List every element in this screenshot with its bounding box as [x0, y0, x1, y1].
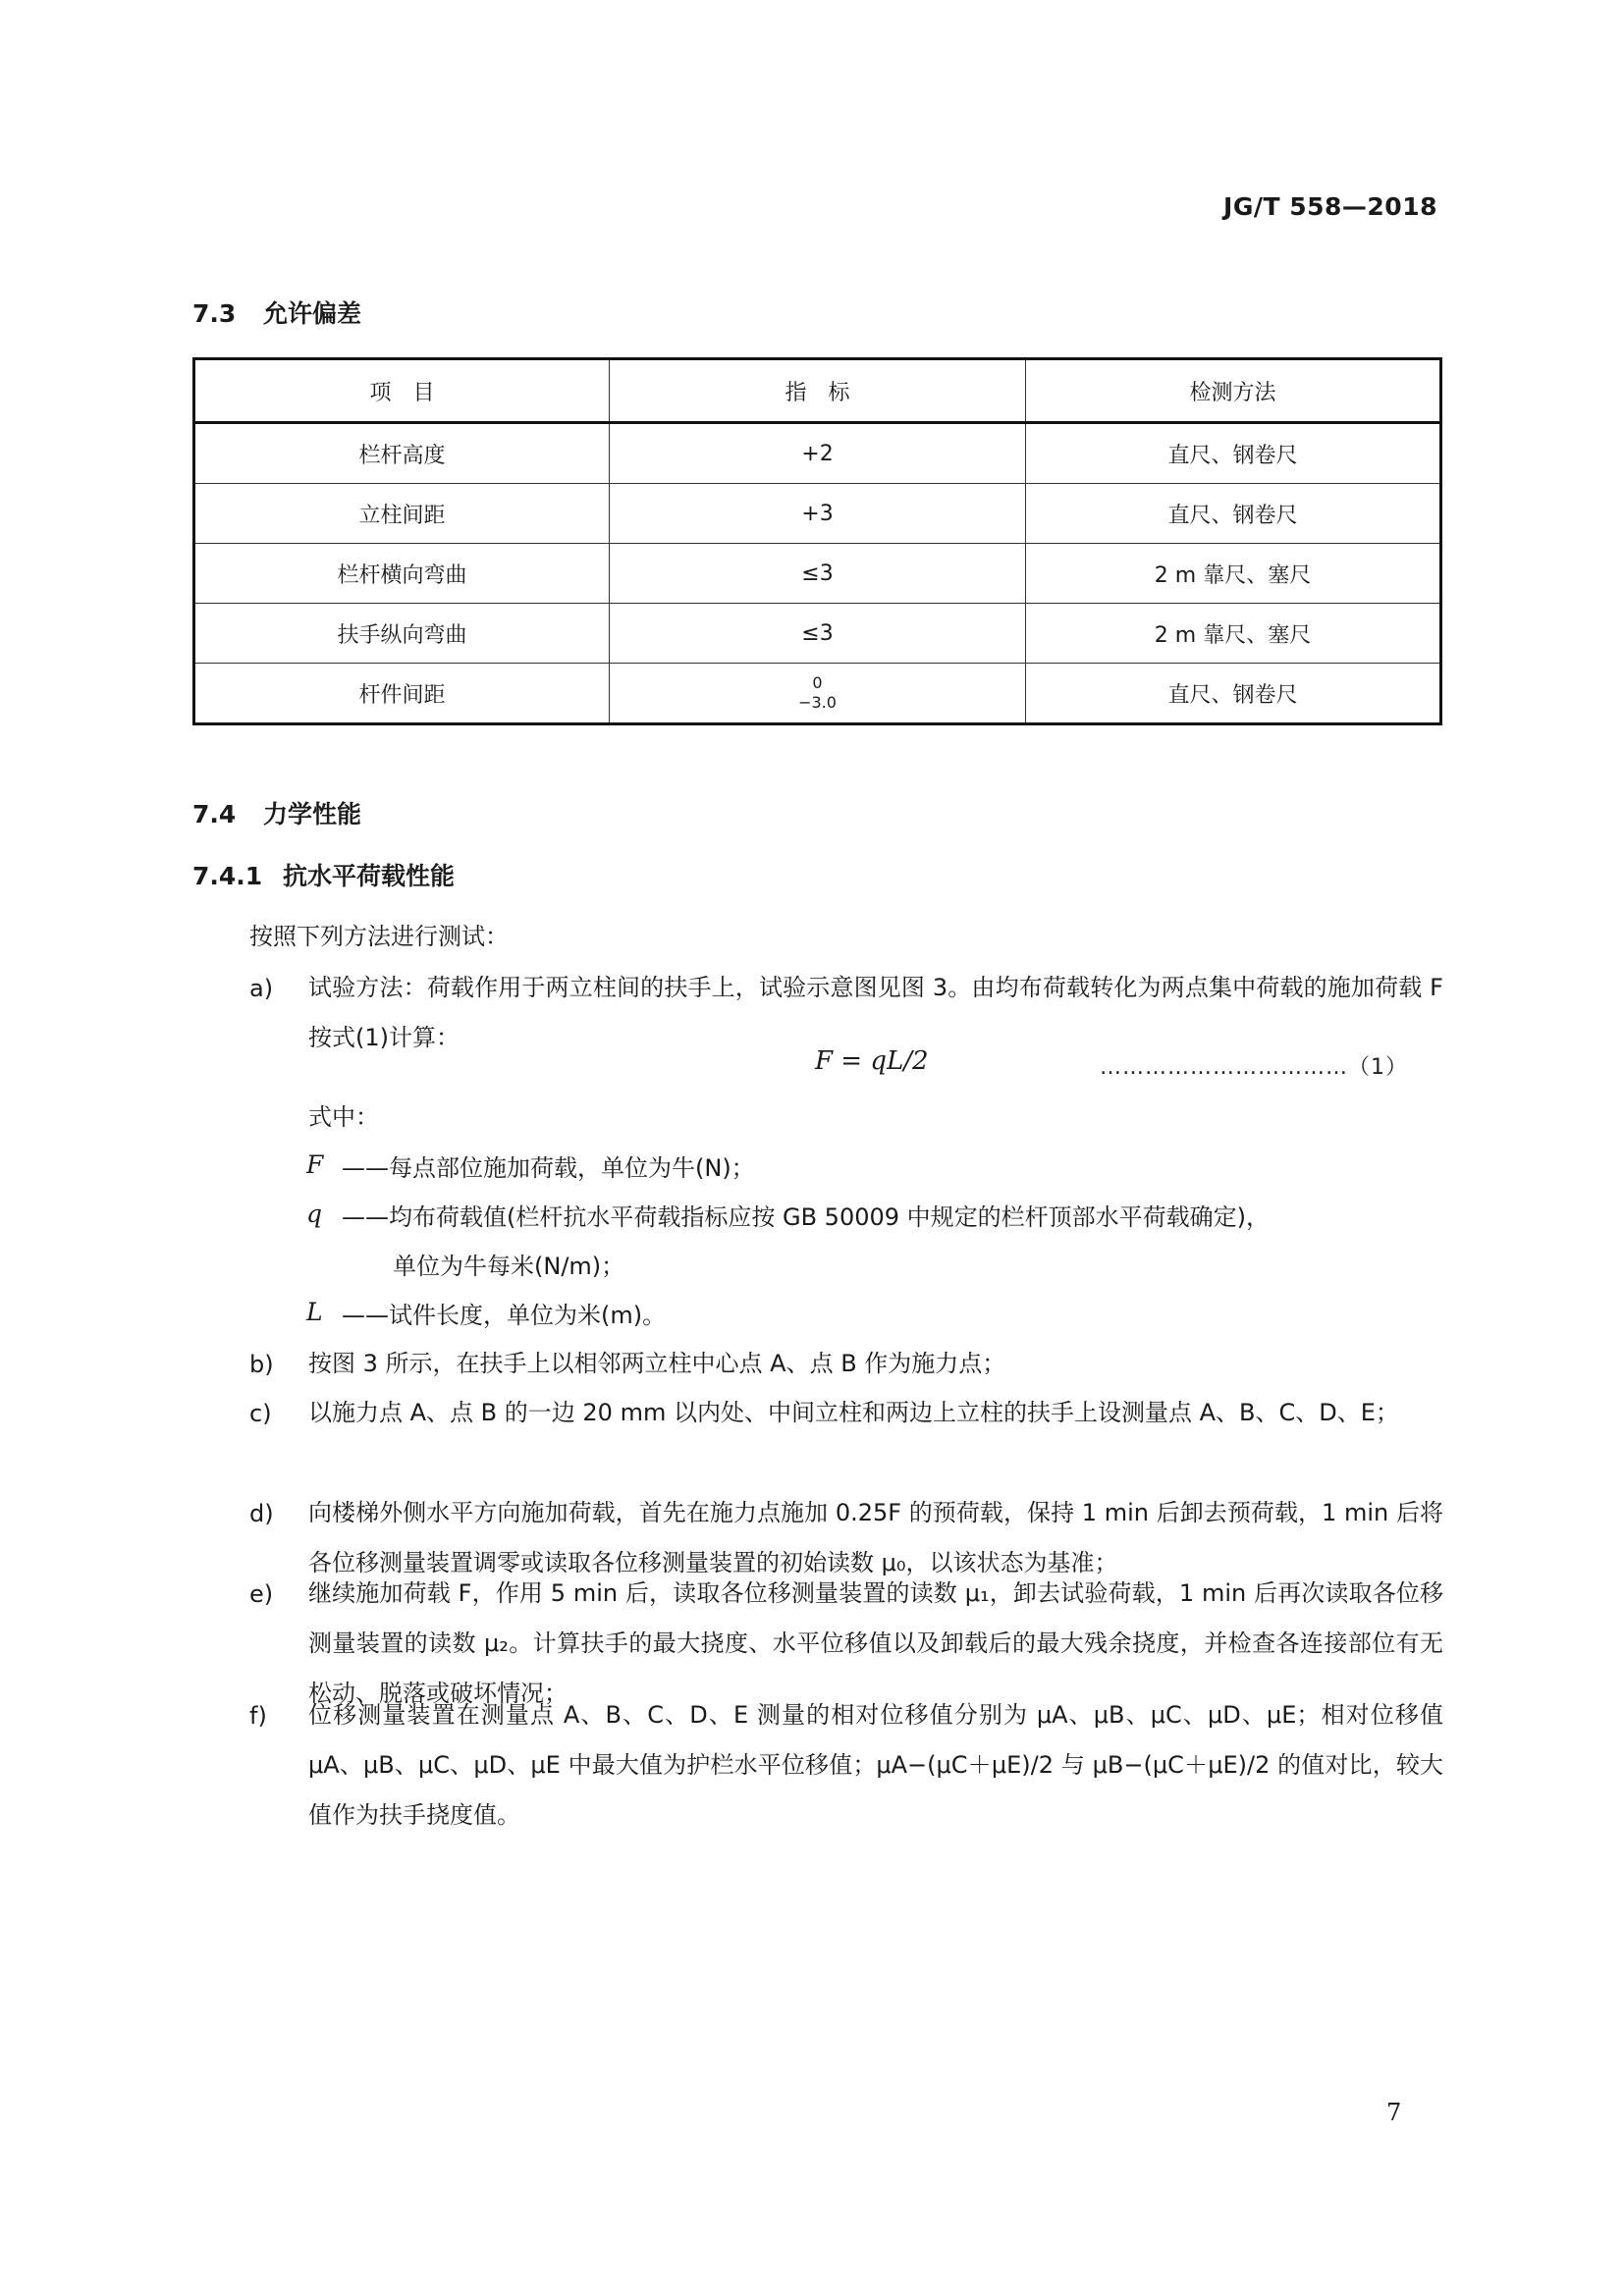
- section-number: 7.4.1: [192, 862, 263, 890]
- item-d-label: d): [249, 1500, 274, 1527]
- cell-method: 2 m 靠尺、塞尺: [1025, 604, 1440, 664]
- cell-item: 栏杆高度: [194, 423, 610, 484]
- variable-definition: ——均布荷载值(栏杆抗水平荷载指标应按 GB 50009 中规定的栏杆顶部水平荷载确定)，: [342, 1203, 1271, 1231]
- item-b-text: 按图 3 所示，在扶手上以相邻两立柱中心点 A、点 B 作为施力点；: [308, 1350, 1006, 1377]
- section-number: 7.4: [192, 800, 237, 828]
- item-f-label: f): [249, 1702, 267, 1730]
- cell-value-tolerance: [610, 664, 1026, 724]
- cell-method: 直尺、钢卷尺: [1025, 664, 1440, 724]
- section-title: 抗水平荷载性能: [283, 862, 456, 890]
- tolerance-lower: −3.0: [798, 693, 837, 712]
- table-row: [194, 544, 1441, 604]
- section-7-4-1-heading: [192, 857, 455, 892]
- variable-definition-continued: 单位为牛每米(N/m)；: [393, 1253, 625, 1280]
- cell-item: 栏杆横向弯曲: [194, 544, 610, 604]
- item-a-label: a): [249, 975, 274, 1002]
- table-row: [194, 664, 1441, 724]
- intro-text: 按照下列方法进行测试：: [249, 923, 509, 950]
- section-7-4-heading: [192, 795, 361, 830]
- cell-value: +3: [610, 484, 1026, 544]
- tolerance-table: [192, 357, 1442, 725]
- cell-method: 直尺、钢卷尺: [1025, 484, 1440, 544]
- variable-definition: ——试件长度，单位为米(m)。: [342, 1302, 667, 1329]
- section-title: 力学性能: [263, 800, 362, 828]
- item-f-text: 位移测量装置在测量点 A、B、C、D、E 测量的相对位移值分别为 μA、μB、μC、μD、μE；相对位移值 μA、μB、μC、μD、μE 中最大值为护栏水平位移值；μA−(μC＋μE)/2 与 μB−(μC＋μE)/2 的值对比，较大值作为扶手挠度值。: [308, 1701, 1443, 1829]
- header-method: 检测方法: [1025, 359, 1440, 423]
- item-b-label: b): [249, 1351, 274, 1378]
- header-value: 指 标: [610, 359, 1026, 423]
- document-code: JG/T 558—2018: [1223, 192, 1437, 221]
- section-number: 7.3: [192, 299, 237, 328]
- cell-value: +2: [610, 423, 1026, 484]
- item-c-text: 以施力点 A、点 B 的一边 20 mm 以内处、中间立柱和两边上立柱的扶手上设测量点 A、B、C、D、E；: [308, 1399, 1399, 1426]
- table-header-row: [194, 359, 1441, 423]
- variable-symbol: q: [306, 1200, 323, 1228]
- formula-number: （1）: [1348, 1055, 1408, 1080]
- item-d-text: 向楼梯外侧水平方向施加荷载，首先在施力点施加 0.25F 的预荷载，保持 1 min 后卸去预荷载，1 min 后将各位移测量装置调零或读取各位移测量装置的初始读数 μ₀，以该状态为基准；: [308, 1499, 1443, 1576]
- variable-definition: ——每点部位施加荷载，单位为牛(N)；: [342, 1154, 755, 1182]
- cell-value: ≤3: [610, 604, 1026, 664]
- cell-value: ≤3: [610, 544, 1026, 604]
- variable-symbol: F: [306, 1150, 324, 1179]
- table-row: [194, 604, 1441, 664]
- table-row: [194, 484, 1441, 544]
- item-a-text: 试验方法：荷载作用于两立柱间的扶手上，试验示意图见图 3。由均布荷载转化为两点集中荷载的施加荷载 F 按式(1)计算：: [308, 974, 1443, 1051]
- item-e-label: e): [249, 1580, 274, 1608]
- formula-expression: F = qL/2: [815, 1046, 929, 1076]
- page-number: 7: [1386, 2099, 1402, 2126]
- cell-method: 直尺、钢卷尺: [1025, 423, 1440, 484]
- cell-item: 杆件间距: [194, 664, 610, 724]
- header-item: 项 目: [194, 359, 610, 423]
- cell-item: 扶手纵向弯曲: [194, 604, 610, 664]
- section-7-3-heading: [192, 294, 361, 330]
- item-c-label: c): [249, 1400, 272, 1427]
- section-title: 允许偏差: [263, 299, 362, 328]
- variable-symbol: L: [306, 1298, 323, 1326]
- table-row: [194, 423, 1441, 484]
- tolerance-upper: 0: [812, 673, 823, 692]
- cell-item: 立柱间距: [194, 484, 610, 544]
- cell-method: 2 m 靠尺、塞尺: [1025, 544, 1440, 604]
- where-label: 式中：: [308, 1103, 379, 1131]
- item-e-text: 继续施加荷载 F，作用 5 min 后，读取各位移测量装置的读数 μ₁，卸去试验荷载，1 min 后再次读取各位移测量装置的读数 μ₂。计算扶手的最大挠度、水平位移值以及卸载后的最大残余挠度，并检查各连接部位有无松动、脱落或破坏情况；: [308, 1579, 1443, 1707]
- formula-leader: ……………………………（1）: [1100, 1055, 1408, 1080]
